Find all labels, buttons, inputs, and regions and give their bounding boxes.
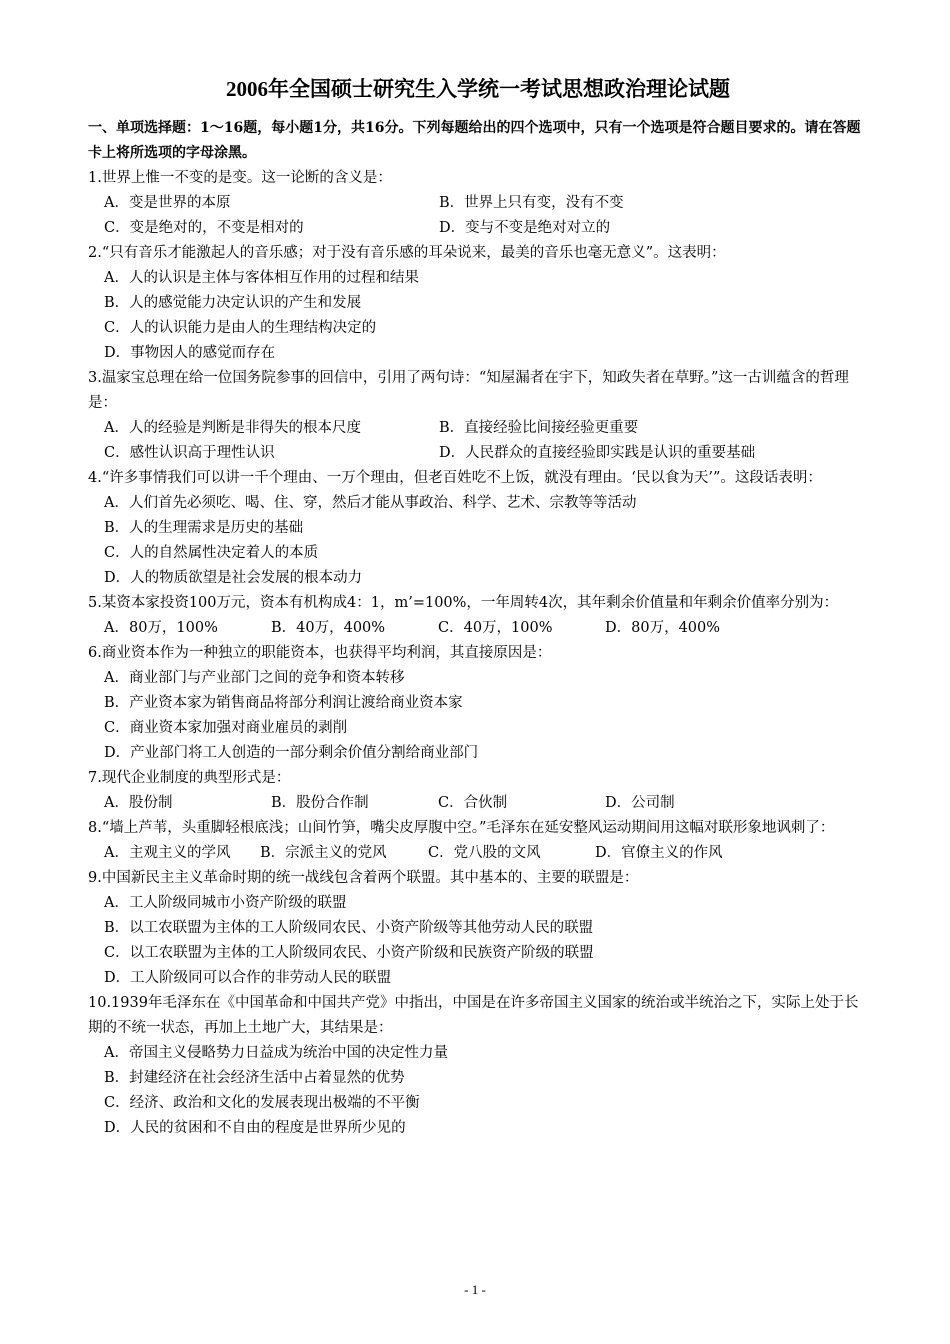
- option: D．产业部门将工人创造的一部分剩余价值分割给商业部门: [104, 745, 479, 761]
- option: A．人的认识是主体与客体相互作用的过程和结果: [104, 270, 419, 286]
- option: A．帝国主义侵略势力日益成为统治中国的决定性力量: [104, 1045, 448, 1061]
- option: C．以工农联盟为主体的工人阶级同农民、小资产阶级和民族资产阶级的联盟: [104, 945, 594, 961]
- option: D．事物因人的感觉而存在: [104, 345, 276, 361]
- option: B．直接经验比间接经验更重要: [439, 420, 639, 436]
- option: D．人民的贫困和不自由的程度是世界所少见的: [104, 1120, 406, 1136]
- option-row: [88, 191, 868, 216]
- option: B．股份合作制: [271, 795, 369, 811]
- option: B．人的生理需求是历史的基础: [104, 520, 304, 536]
- option: A．80万，100%: [104, 620, 218, 636]
- option: A．人们首先必须吃、喝、住、穿，然后才能从事政治、科学、艺术、宗教等等活动: [104, 495, 637, 511]
- option: C．感性认识高于理性认识: [104, 445, 275, 461]
- option: B．40万，400%: [271, 620, 386, 636]
- option: A．工人阶级同城市小资产阶级的联盟: [104, 895, 347, 911]
- question-stem: 4.“许多事情我们可以讲一千个理由、一万个理由，但老百姓吃不上饭，就没有理由。‘民以食为天’”。这段话表明：: [88, 470, 822, 486]
- page-number: - 1 -: [464, 1282, 486, 1297]
- option: A．变是世界的本原: [104, 195, 231, 211]
- option-row: [88, 216, 868, 241]
- option: C．经济、政治和文化的发展表现出极端的不平衡: [104, 1095, 420, 1111]
- question-stem: 6.商业资本作为一种独立的职能资本，也获得平均利润，其直接原因是：: [88, 645, 552, 661]
- option: D．80万，400%: [605, 620, 721, 636]
- option: D．工人阶级同可以合作的非劳动人民的联盟: [104, 970, 392, 986]
- question-stem: 3.温家宝总理在给一位国务院参事的回信中，引用了两句诗：“知屋漏者在宇下，知政失者在草野。”这一古训蕴含的哲理是：: [88, 370, 849, 411]
- question-stem: 8.“墙上芦苇，头重脚轻根底浅；山间竹笋，嘴尖皮厚腹中空。”毛泽东在延安整风运动期间用这幅对联形象地讽刺了：: [88, 820, 835, 836]
- option: C．变是绝对的，不变是相对的: [104, 220, 304, 236]
- question-stem: 9.中国新民主主义革命时期的统一战线包含着两个联盟。其中基本的、主要的联盟是：: [88, 870, 639, 886]
- question-stem: 10.1939年毛泽东在《中国革命和中国共产党》中指出，中国是在许多帝国主义国家的统治或半统治之下，实际上处于长期的不统一状态，再加上土地广大，其结果是：: [88, 995, 859, 1036]
- option: C．合伙制: [438, 795, 508, 811]
- option-row: [88, 416, 868, 441]
- option: C．商业资本家加强对商业雇员的剥削: [104, 720, 348, 736]
- option: B．封建经济在社会经济生活中占着显然的优势: [104, 1070, 405, 1086]
- option: A．人的经验是判断是非得失的根本尺度: [104, 420, 361, 436]
- option-row: [88, 841, 868, 866]
- option: A．股份制: [104, 795, 173, 811]
- option: A．商业部门与产业部门之间的竞争和资本转移: [104, 670, 405, 686]
- question-stem: 5.某资本家投资100万元，资本有机构成4：1，m’=100%，一年周转4次，其年剩余价值量和年剩余价值率分别为：: [88, 595, 839, 611]
- option: D．公司制: [605, 795, 675, 811]
- page-title: 2006年全国硕士研究生入学统一考试思想政治理论试题: [226, 77, 730, 101]
- option-row: [88, 616, 868, 641]
- option: A．主观主义的学风: [104, 845, 231, 861]
- option: D．人的物质欲望是社会发展的根本动力: [104, 570, 363, 586]
- section-instructions: 一、单项选择题：1～16题，每小题1分，共16分。下列每题给出的四个选项中，只有一个选项是符合题目要求的。请在答题卡上将所选项的字母涂黑。: [88, 120, 861, 161]
- option: C．党八股的文风: [428, 845, 541, 861]
- question-stem: 1.世界上惟一不变的是变。这一论断的含义是：: [88, 170, 392, 186]
- option: B．宗派主义的党风: [260, 845, 387, 861]
- option: C．人的认识能力是由人的生理结构决定的: [104, 320, 377, 336]
- option: B．以工农联盟为主体的工人阶级同农民、小资产阶级等其他劳动人民的联盟: [104, 920, 594, 936]
- option-row: [88, 791, 868, 816]
- option: B．产业资本家为销售商品将部分利润让渡给商业资本家: [104, 695, 463, 711]
- option-row: [88, 441, 868, 466]
- option: D．官僚主义的作风: [595, 845, 723, 861]
- question-stem: 7.现代企业制度的典型形式是：: [88, 770, 291, 786]
- option: B．世界上只有变，没有不变: [439, 195, 624, 211]
- option: D．变与不变是绝对对立的: [439, 220, 611, 236]
- option: D．人民群众的直接经验即实践是认识的重要基础: [439, 445, 756, 461]
- question-stem: 2.“只有音乐才能激起人的音乐感；对于没有音乐感的耳朵说来，最美的音乐也毫无意义”。这表明：: [88, 245, 726, 261]
- option: B．人的感觉能力决定认识的产生和发展: [104, 295, 362, 311]
- option: C．人的自然属性决定着人的本质: [104, 545, 319, 561]
- option: C．40万，100%: [438, 620, 553, 636]
- exam-page: [88, 74, 868, 1141]
